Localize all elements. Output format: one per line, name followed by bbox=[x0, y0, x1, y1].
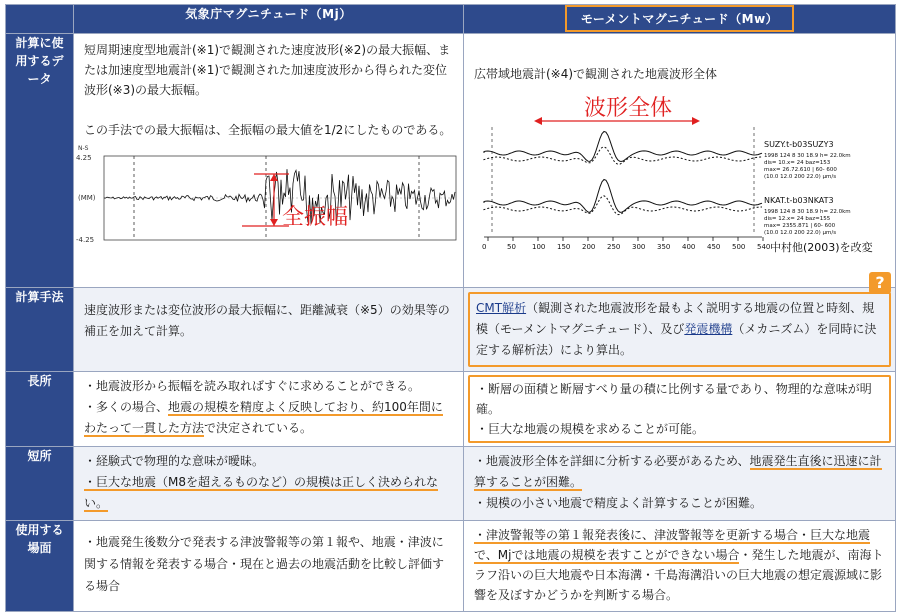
mw-method-box: CMT解析（観測された地震波形を最もよく説明する地震の位置と時刻、規模（モーメントマグニチュード）、及び発震機構（メカニズム）を同時に決定する解析法）により算出。 bbox=[468, 292, 891, 367]
row-label-method: 計算手法 bbox=[6, 288, 74, 372]
mw-station2: NKAT.t-b03NKAT3 bbox=[764, 196, 834, 205]
mw-usage-cell bbox=[464, 521, 896, 612]
mj-waveform-figure bbox=[74, 142, 462, 252]
mj-fig-mid: (MM) bbox=[78, 194, 96, 202]
mj-fig-top: 4.25 bbox=[76, 154, 92, 162]
mw-demerit-item1: ・地震波形全体を詳細に分析する必要があるため、地震発生直後に迅速に計算することが困難。 bbox=[474, 454, 882, 489]
row-label-demerit: 短所 bbox=[6, 447, 74, 521]
mj-method-cell bbox=[74, 288, 464, 372]
mj-fig-ns: N-S bbox=[78, 145, 89, 152]
mw-demerit-cell bbox=[464, 447, 896, 521]
mw-data-cell bbox=[464, 34, 896, 288]
mw-station1-info: 1998 124 8 30 18.9 h= 22.0km dis= 10.x= 24 baz=153 max= 26.72.610 | 60- 600 (10.0 12.0 200 22.0) μm/s bbox=[764, 153, 851, 180]
mj-usage-cell bbox=[74, 521, 464, 612]
focal-mechanism-link[interactable]: 発震機構 bbox=[684, 322, 733, 336]
mw-axis-label: 50 bbox=[507, 243, 516, 251]
mw-data-text: 広帯域地震計(※4)で観測された地震波形全体 bbox=[474, 67, 718, 81]
mw-axis-label: 200 bbox=[582, 243, 596, 251]
mj-merit-item2: ・多くの場合、地震の規模を精度よく反映しており、約100年間にわたって一貫した方法で決定されている。 bbox=[84, 400, 443, 435]
mw-merit-box bbox=[468, 375, 891, 443]
question-mark-badge: ? bbox=[869, 272, 891, 294]
magnitude-comparison-table bbox=[5, 4, 896, 612]
mw-credit: 中村他(2003)を改変 bbox=[770, 241, 873, 254]
mj-data-text2: この手法での最大振幅は、全振幅の最大値を1/2にしたものである。 bbox=[84, 123, 452, 137]
mw-axis-label: 150 bbox=[557, 243, 571, 251]
mw-axis-label: 540 bbox=[757, 243, 771, 251]
mw-waveform-figure bbox=[464, 91, 894, 257]
mw-column-header bbox=[464, 5, 896, 34]
mj-column-header: 気象庁マグニチュード（Mj） bbox=[74, 5, 464, 34]
mw-merit-cell bbox=[464, 372, 896, 447]
mj-demerit-item2: ・巨大な地震（M8を超えるものなど）の規模は正しく決められない。 bbox=[84, 475, 438, 510]
table-corner bbox=[6, 5, 74, 34]
mw-axis-label: 400 bbox=[682, 243, 696, 251]
mw-merit-item1: ・断層の面積と断層すべり量の積に比例する量であり、物理的な意味が明確。 bbox=[476, 382, 872, 416]
mw-axis-label: 500 bbox=[732, 243, 746, 251]
mw-axis-label: 100 bbox=[532, 243, 546, 251]
mj-fig-label: 全振幅 bbox=[282, 205, 349, 230]
mj-usage-text: ・地震発生後数分で発表する津波警報等の第１報や、地震・津波に関する情報を発表する場合・現在と過去の地震活動を比較し評価する場合 bbox=[84, 535, 445, 593]
mw-header-box: モーメントマグニチュード（Mw） bbox=[565, 5, 794, 32]
mj-method-text: 速度波形または変位波形の最大振幅に、距離減衰（※5）の効果等の補正を加えて計算。 bbox=[84, 303, 450, 338]
mw-station1: SUZY.t-b03SUZY3 bbox=[764, 140, 834, 149]
mj-demerit-item1: ・経験式で物理的な意味が曖昧。 bbox=[84, 454, 265, 468]
mj-merit-item1: ・地震波形から振幅を読み取ればすぐに求めることができる。 bbox=[84, 379, 421, 393]
mw-station2-info: 1998 124 8 30 18.9 h= 22.0km dis= 12.x= 24 baz=155 max= 2355.871 | 60- 600 (10.0 12.0 200 22.0) μm/s bbox=[764, 209, 851, 236]
mw-axis-label: 300 bbox=[632, 243, 646, 251]
row-label-merit: 長所 bbox=[6, 372, 74, 447]
cmt-analysis-link[interactable]: CMT解析 bbox=[476, 301, 527, 315]
row-label-usage: 使用する場面 bbox=[6, 521, 74, 612]
mw-usage-text: ・津波警報等の第１報発表後に、津波警報等を更新する場合・巨大な地震で、Mjでは地震の規模を表すことができない場合・発生した地震が、南海トラフ沿いの巨大地震や日本海溝・千島海溝沿いの巨大地震の想定震源域に影響を及ぼすかどうかを判断する場合。 bbox=[474, 528, 884, 602]
mj-demerit-cell bbox=[74, 447, 464, 521]
mj-fig-bottom: -4.25 bbox=[76, 236, 95, 244]
mj-data-text1: 短周期速度型地震計(※1)で観測された速度波形(※2)の最大振幅、または加速度型地震計(※1)で観測された加速度波形から得られた変位波形(※3)の最大振幅。 bbox=[84, 43, 451, 97]
mw-axis-label: 0 bbox=[482, 243, 487, 251]
row-label-data: 計算に使用するデータ bbox=[6, 34, 74, 288]
mj-data-cell bbox=[74, 34, 464, 288]
mj-merit-cell bbox=[74, 372, 464, 447]
mw-fig-label: 波形全体 bbox=[584, 96, 673, 121]
mw-merit-item2: ・巨大な地震の規模を求めることが可能。 bbox=[476, 422, 705, 436]
mw-axis-label: 450 bbox=[707, 243, 721, 251]
mw-demerit-item2: ・規模の小さい地震で精度よく計算することが困難。 bbox=[474, 496, 763, 510]
mw-axis-label: 250 bbox=[607, 243, 621, 251]
mw-axis-label: 350 bbox=[657, 243, 671, 251]
mw-method-cell bbox=[464, 273, 896, 372]
